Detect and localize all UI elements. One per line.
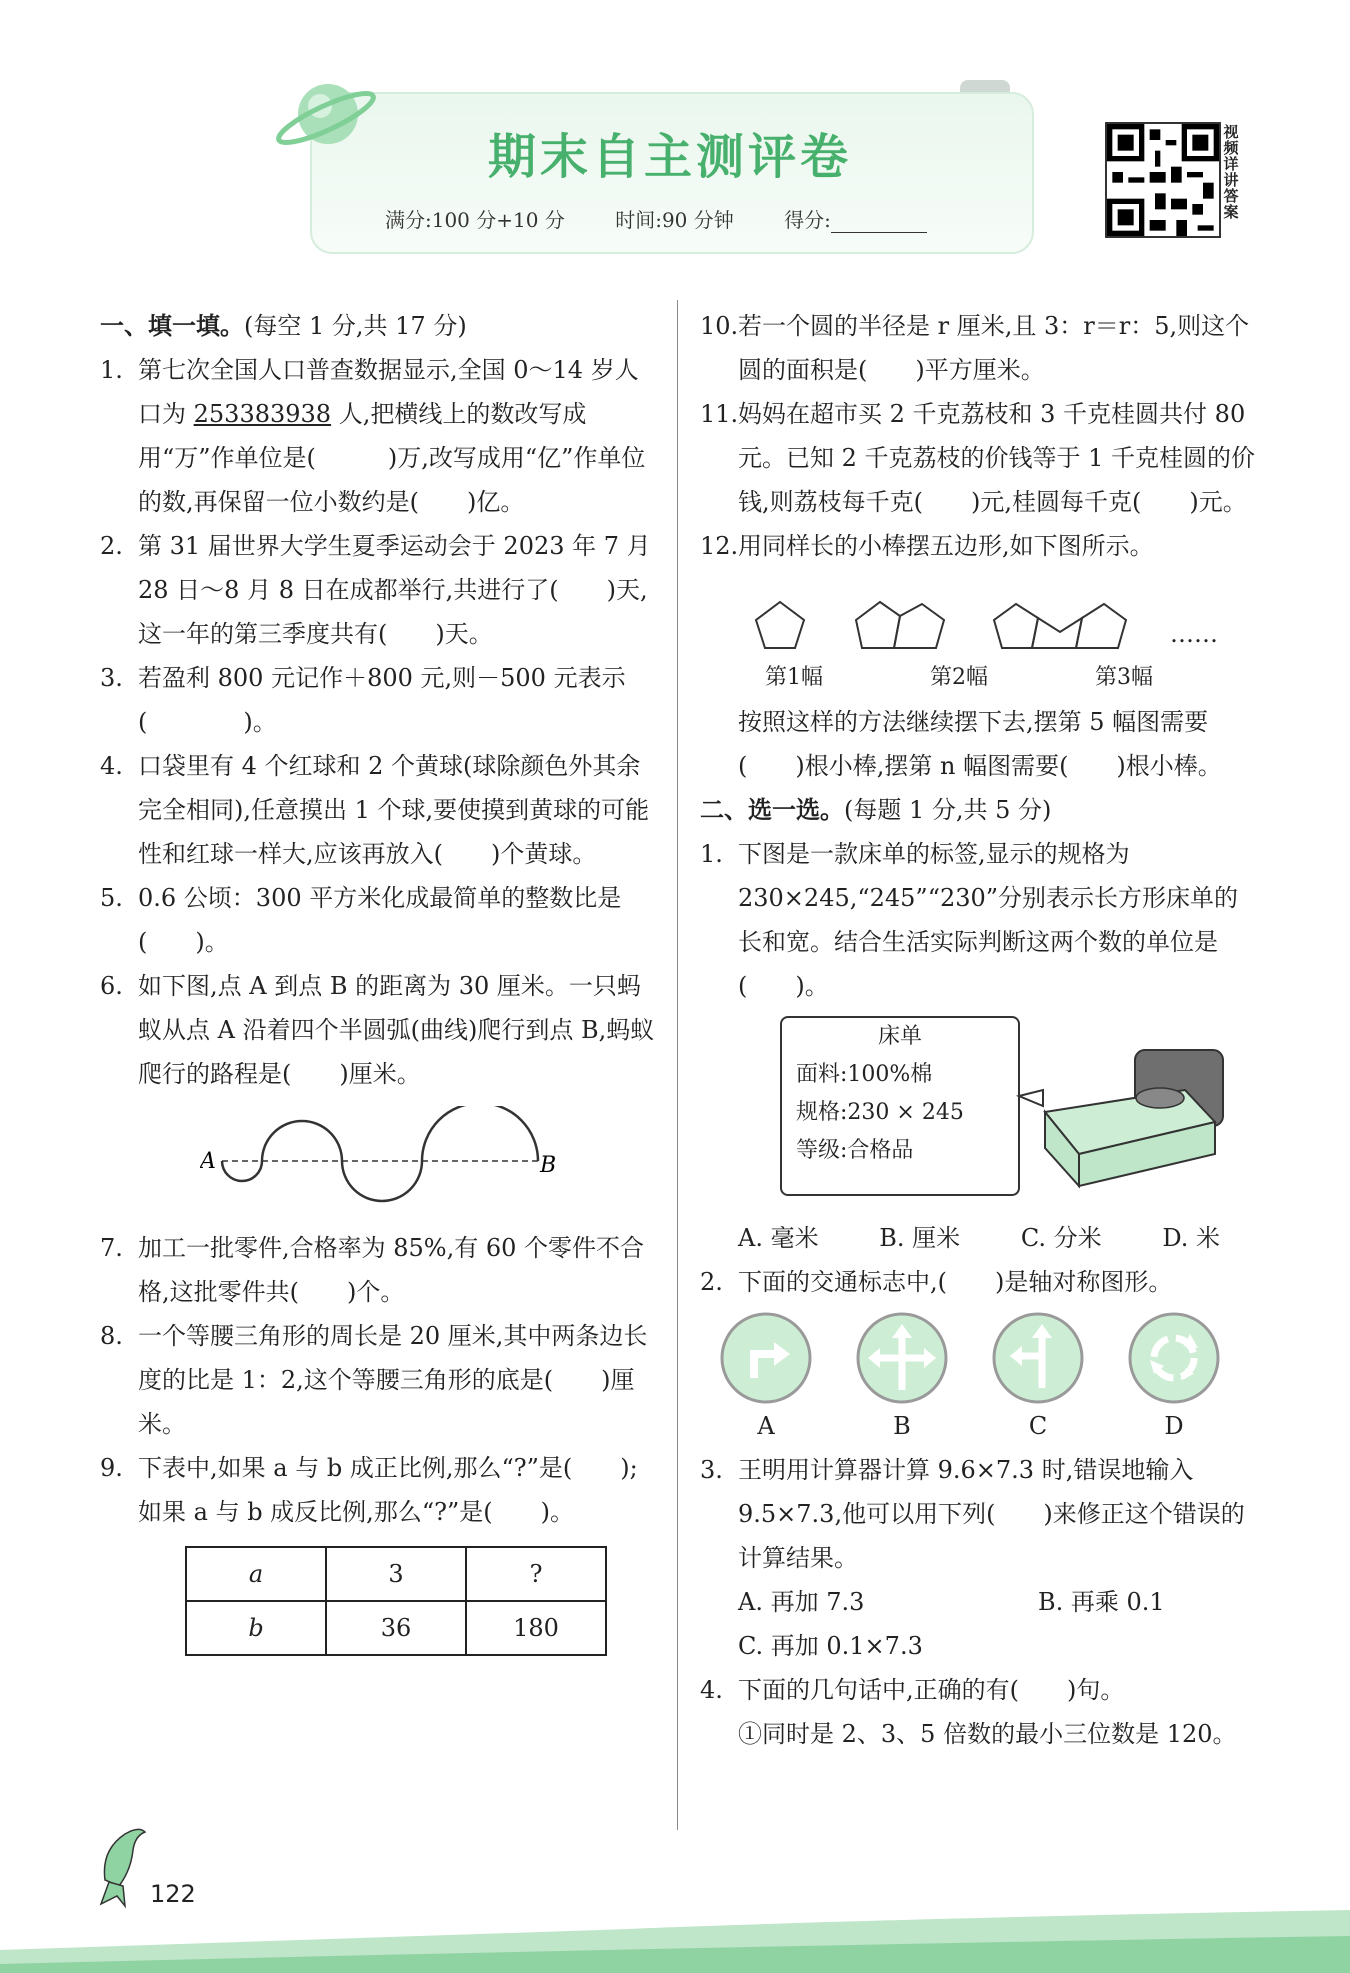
question-1-5: 5. 0.6 公顷：300 平方米化成最简单的整数比是( )。 <box>100 884 622 956</box>
table-row: a 3 ? <box>186 1547 606 1601</box>
straight-or-left-sign-icon <box>992 1312 1084 1404</box>
sign-b[interactable]: B <box>856 1312 948 1448</box>
score-blank <box>831 214 927 233</box>
page-title: 期末自主测评卷 <box>487 129 852 185</box>
pentagon-captions: 第1幅 第2幅 第3幅 <box>765 665 1153 690</box>
pentagon-figure-2 <box>850 596 950 656</box>
qr-code-icon <box>1105 122 1221 238</box>
proportion-table <box>185 1546 607 1656</box>
score-label: 得分: <box>784 208 831 232</box>
page-number: 122 <box>150 1880 196 1908</box>
bedsheet-label: 床单 面料:100%棉 规格:230 × 245 等级:合格品 <box>780 1016 1020 1196</box>
option-b[interactable]: B. 厘米 <box>879 1224 961 1252</box>
question-1-3: 3. 若盈利 800 元记作＋800 元,则－500 元表示( )。 <box>100 664 626 736</box>
underlined-number: 253383938 <box>193 400 332 428</box>
point-a-label: A <box>200 1149 216 1174</box>
question-1-2: 2. 第 31 届世界大学生夏季运动会于 2023 年 7 月 28 日～8 月 8 日在成都举行,共进行了( )天,这一年的第三季度共有( )天。 <box>100 532 651 648</box>
question-2-3: 3. 王明用计算器计算 9.6×7.3 时,错误地输入 9.5×7.3,他可以用下列( )来修正这个错误的计算结果。 <box>700 1456 1245 1572</box>
footer-wave <box>0 1880 1350 1973</box>
point-b-label: B <box>540 1153 557 1178</box>
sign-d[interactable]: D <box>1128 1312 1220 1448</box>
pentagon-figure-1 <box>750 596 810 656</box>
option-c[interactable]: C. 再加 0.1×7.3 <box>738 1632 923 1660</box>
question-1-10: 10. 若一个圆的半径是 r 厘米,且 3：r＝r：5,则这个圆的面积是( )平方厘米。 <box>700 312 1250 384</box>
full-score: 满分:100 分+10 分 <box>385 208 565 232</box>
question-2-1-options <box>700 1216 1260 1260</box>
four-way-sign-icon <box>856 1312 948 1404</box>
question-2-4-item-1: ①同时是 2、3、5 倍数的最小三位数是 120。 <box>738 1720 1237 1748</box>
left-column <box>100 304 660 1656</box>
question-1-4: 4. 口袋里有 4 个红球和 2 个黄球(球除颜色外其余完全相同),任意摸出 1 个球,要使摸到黄球的可能性和红球一样大,应该再放入( )个黄球。 <box>100 752 650 868</box>
question-1-12: 12. 用同样长的小棒摆五边形,如下图所示。 <box>700 532 1154 560</box>
sign-c[interactable]: C <box>992 1312 1084 1448</box>
column-divider <box>677 300 678 1830</box>
semicircle-path-figure <box>200 1106 560 1226</box>
question-1-7: 7. 加工一批零件,合格率为 85%,有 60 个零件不合格,这批零件共( )个。 <box>100 1234 645 1306</box>
option-a[interactable]: A. 毫米 <box>738 1224 819 1252</box>
option-a[interactable]: A. 再加 7.3 <box>738 1588 865 1616</box>
dolphin-mascot-icon <box>95 1820 155 1910</box>
sign-a[interactable]: A <box>720 1312 812 1448</box>
qr-label: 视频详讲答案 <box>1223 123 1239 221</box>
exam-info <box>385 204 971 233</box>
bed-icon <box>1015 1036 1235 1196</box>
section1-heading: 一、填一填。(每空 1 分,共 17 分) <box>100 312 467 340</box>
question-1-1: 1. 第七次全国人口普查数据显示,全国 0～14 岁人口为 253383938 人,把横线上的数改写成用“万”作单位是( )万,改写成用“亿”作单位的数,再保留一位小数约是( )亿。 <box>100 356 646 516</box>
turn-right-sign-icon <box>720 1312 812 1404</box>
question-1-9: 9. 下表中,如果 a 与 b 成正比例,那么“?”是( );如果 a 与 b 成反比例,那么“?”是( )。 <box>100 1454 638 1526</box>
question-1-6: 6. 如下图,点 A 到点 B 的距离为 30 厘米。一只蚂蚁从点 A 沿着四个半圆弧(曲线)爬行到点 B,蚂蚁爬行的路程是( )厘米。 <box>100 972 655 1088</box>
traffic-signs <box>720 1312 1260 1448</box>
time-limit: 时间:90 分钟 <box>615 208 734 232</box>
question-2-1: 1. 下图是一款床单的标签,显示的规格为 230×245,“245”“230”分别表示长方形床单的长和宽。结合生活实际判断这两个数的单位是( )。 <box>700 840 1239 1000</box>
option-d[interactable]: D. 米 <box>1162 1224 1220 1252</box>
option-c[interactable]: C. 分米 <box>1020 1224 1102 1252</box>
table-row: b 36 180 <box>186 1601 606 1655</box>
question-1-12-continued: 按照这样的方法继续摆下去,摆第 5 幅图需要( )根小棒,摆第 n 幅图需要( )根小棒。 <box>738 708 1222 780</box>
question-2-3-options-row1 <box>700 1580 1260 1624</box>
right-column <box>700 304 1260 1756</box>
question-2-4: 4. 下面的几句话中,正确的有( )句。 <box>700 1676 1125 1704</box>
roundabout-sign-icon <box>1128 1312 1220 1404</box>
option-b[interactable]: B. 再乘 0.1 <box>1038 1588 1165 1616</box>
pentagon-figures <box>750 576 1260 656</box>
question-2-2: 2. 下面的交通标志中,( )是轴对称图形。 <box>700 1268 1173 1296</box>
pentagon-figure-3 <box>990 596 1130 656</box>
question-1-8: 8. 一个等腰三角形的周长是 20 厘米,其中两条边长度的比是 1：2,这个等腰三角形的底是( )厘米。 <box>100 1322 648 1438</box>
section2-heading: 二、选一选。(每题 1 分,共 5 分) <box>700 796 1052 824</box>
bedsheet-figure <box>750 1016 1260 1216</box>
question-1-11: 11. 妈妈在超市买 2 千克荔枝和 3 千克桂圆共付 80 元。已知 2 千克荔枝的价钱等于 1 千克桂圆的价钱,则荔枝每千克( )元,桂圆每千克( )元。 <box>700 400 1256 516</box>
ellipsis: …… <box>1170 620 1218 648</box>
